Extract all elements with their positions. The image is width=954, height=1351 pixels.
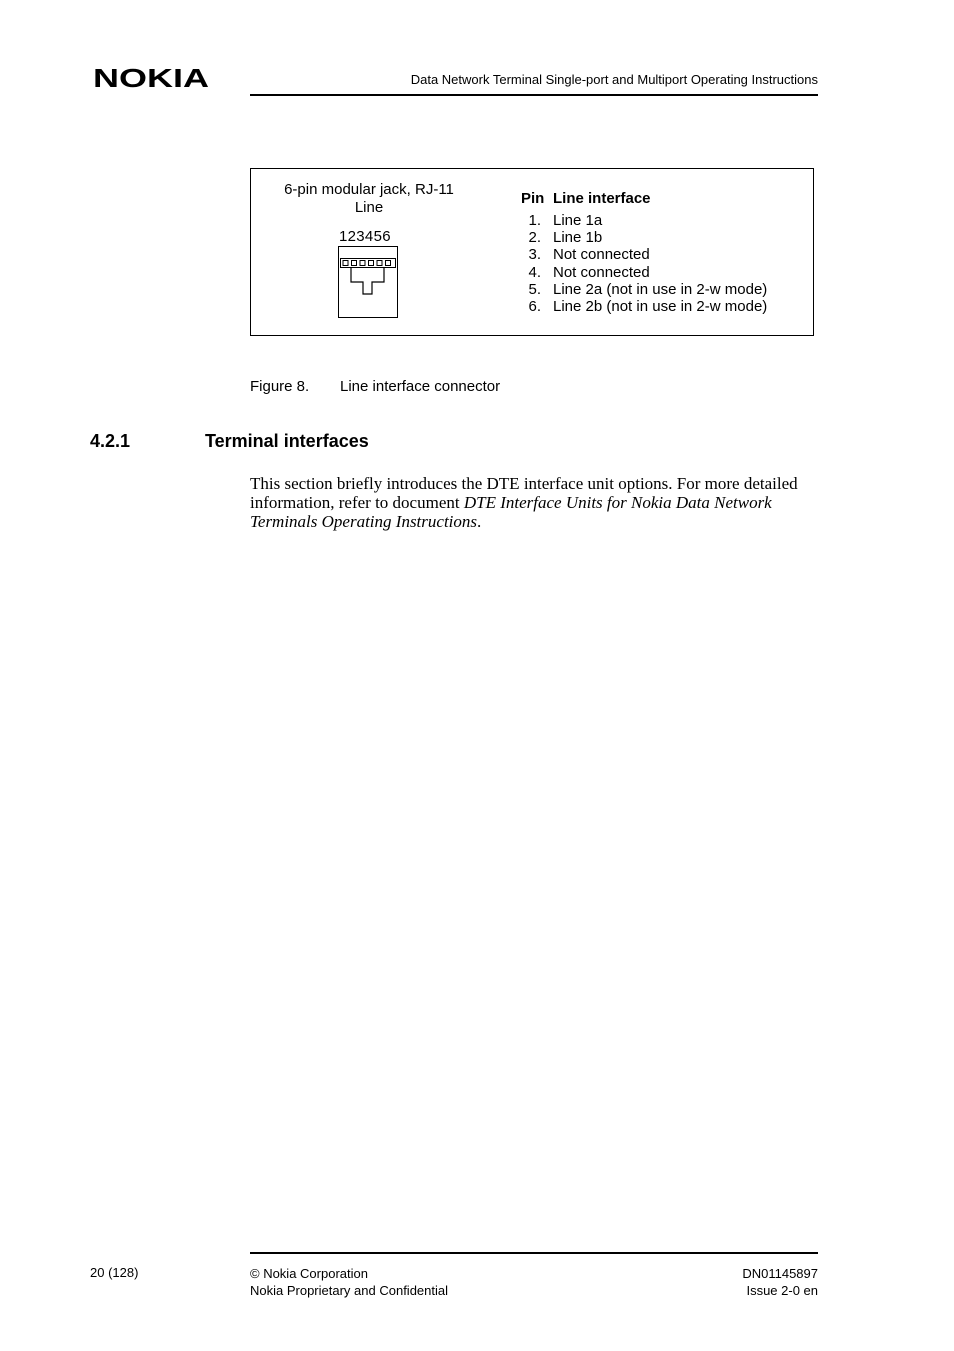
connector-figure — [250, 168, 814, 336]
line-interface-header: Line interface — [553, 190, 651, 207]
pin-contact — [343, 261, 348, 266]
svg-text:NOKIA: NOKIA — [93, 65, 210, 91]
nokia-logo — [93, 65, 211, 91]
jack-caption-label: Line — [354, 199, 384, 216]
section-title: Terminal interfaces — [205, 431, 369, 451]
pin-label: Not connected — [553, 246, 650, 264]
jack-pin-numbers: 123456 — [339, 228, 391, 245]
document-title: Data Network Terminal Single-port and Multiport Operating Instructions — [410, 72, 818, 87]
pin-table — [521, 190, 767, 315]
table-row — [521, 246, 767, 263]
pin-number: 3. — [528, 246, 541, 264]
header-divider — [250, 94, 818, 96]
pin-label: Line 1a — [553, 212, 603, 229]
rj11-jack-icon — [338, 246, 400, 319]
footer-divider — [250, 1252, 818, 1254]
table-row — [521, 212, 767, 229]
pin-number: 5. — [528, 280, 541, 298]
figure-caption-text: Line interface connector — [340, 378, 501, 395]
body-text-end: . — [477, 512, 482, 531]
confidentiality-text: Nokia Proprietary and Confidential — [250, 1283, 448, 1298]
pin-label: Line 2a (not in use in 2-w mode) — [553, 280, 768, 298]
document-id: DN01145897 — [742, 1266, 818, 1281]
pin-contact — [352, 261, 357, 266]
pin-contact — [377, 261, 382, 266]
footer-copyright — [250, 1265, 448, 1299]
pin-contact — [360, 261, 365, 266]
copyright-text: © Nokia Corporation — [250, 1266, 368, 1281]
page-number: 20 (128) — [90, 1265, 139, 1280]
section-body — [250, 474, 818, 531]
pin-header: Pin — [521, 190, 545, 207]
table-row — [521, 281, 767, 298]
figure-caption-number: Figure 8. — [250, 378, 310, 395]
pin-contact — [386, 261, 391, 266]
footer-doc-info — [600, 1265, 818, 1299]
pin-label: Line 2b (not in use in 2-w mode) — [553, 298, 768, 316]
jack-caption-type: 6-pin modular jack, RJ-11 — [284, 181, 454, 198]
document-reference: DTE Interface Units for Nokia Data Network Terminals Operating Instructions — [250, 493, 772, 531]
pin-number: 4. — [528, 263, 541, 281]
jack-caption — [271, 181, 467, 217]
table-row — [521, 229, 767, 246]
pin-label: Not connected — [553, 263, 650, 281]
pin-number: 6. — [528, 298, 541, 316]
pin-number: 1. — [528, 212, 541, 229]
section-number: 4.2.1 — [90, 431, 131, 451]
table-row — [521, 264, 767, 281]
body-text-intro: This section briefly introduces the DTE interface unit options. For more detailed information, refer to document — [250, 474, 798, 512]
table-row — [521, 298, 767, 315]
pin-number: 2. — [528, 229, 541, 247]
pin-contact — [369, 261, 374, 266]
issue-number: Issue 2-0 en — [746, 1283, 818, 1298]
pin-label: Line 1b — [553, 229, 603, 247]
